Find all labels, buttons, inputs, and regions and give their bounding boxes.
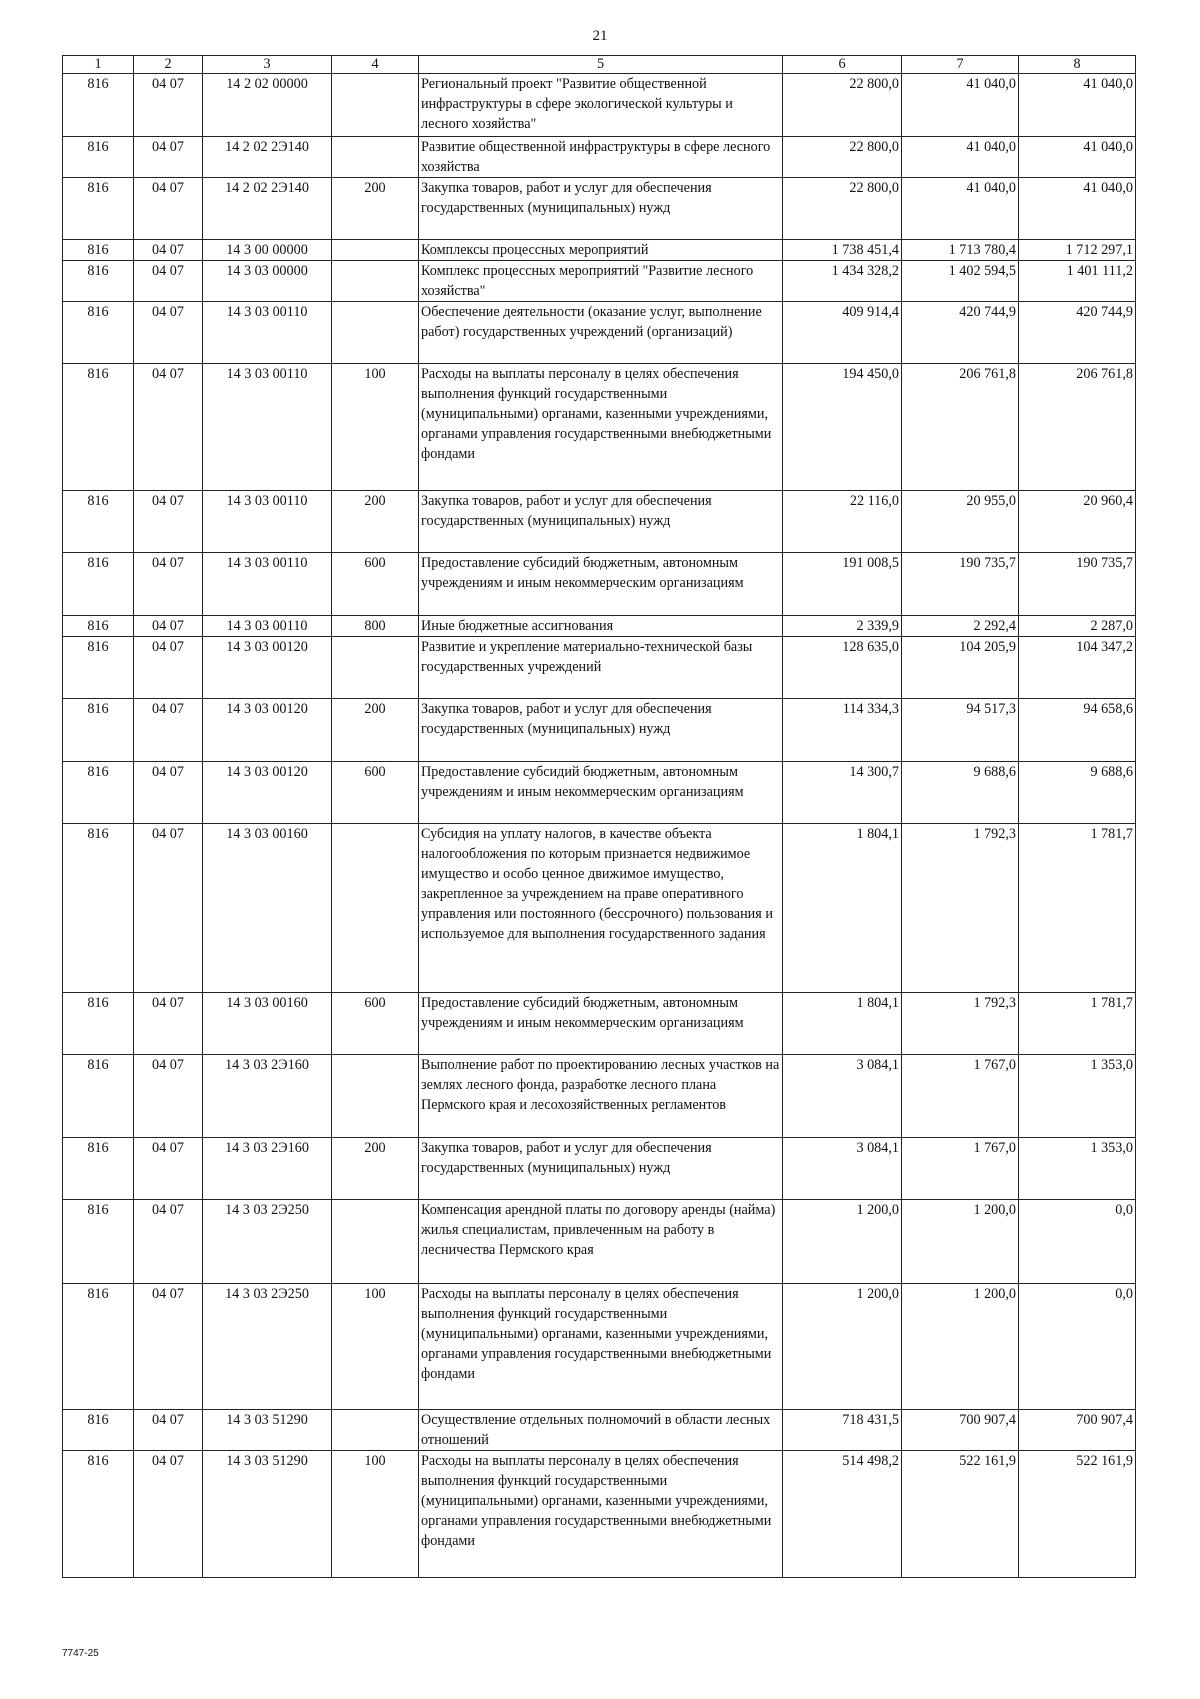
section-code-cell: 04 07: [134, 302, 203, 364]
ministry-code-cell: 816: [63, 1410, 134, 1451]
section-code-cell: 04 07: [134, 824, 203, 993]
target-item-code-cell: 14 3 03 00110: [203, 364, 332, 491]
ministry-code-cell: 816: [63, 364, 134, 491]
section-code-cell: 04 07: [134, 1200, 203, 1284]
target-item-code-cell: 14 3 03 00000: [203, 261, 332, 302]
target-item-code-cell: 14 3 03 00160: [203, 824, 332, 993]
description-cell: Предоставление субсидий бюджетным, автономным учреждениям и иным некоммерческим организациям: [419, 762, 783, 824]
ministry-code-cell: 816: [63, 762, 134, 824]
amount-col-6-cell: 1 200,0: [783, 1284, 902, 1410]
description-cell: Обеспечение деятельности (оказание услуг, выполнение работ) государственных учреждений (организаций): [419, 302, 783, 364]
expense-type-code-cell: [332, 637, 419, 699]
description-cell: Региональный проект "Развитие общественной инфраструктуры в сфере экологической культуры и лесного хозяйства": [419, 74, 783, 137]
table-row: [63, 824, 1136, 993]
amount-col-8-cell: 1 781,7: [1019, 824, 1136, 993]
table-row: [63, 762, 1136, 824]
table-row: [63, 302, 1136, 364]
description-cell: Предоставление субсидий бюджетным, автономным учреждениям и иным некоммерческим организациям: [419, 993, 783, 1055]
amount-col-6-cell: 409 914,4: [783, 302, 902, 364]
amount-col-6-cell: 1 804,1: [783, 824, 902, 993]
target-item-code-cell: 14 3 03 00110: [203, 616, 332, 637]
table-row: [63, 261, 1136, 302]
table-row: [63, 1138, 1136, 1200]
amount-col-7-cell: 420 744,9: [902, 302, 1019, 364]
expense-type-code-cell: 200: [332, 1138, 419, 1200]
amount-col-8-cell: 20 960,4: [1019, 491, 1136, 553]
page-number: 21: [592, 28, 608, 44]
table-row: [63, 699, 1136, 762]
description-cell: Закупка товаров, работ и услуг для обеспечения государственных (муниципальных) нужд: [419, 491, 783, 553]
description-cell: Иные бюджетные ассигнования: [419, 616, 783, 637]
amount-col-6-cell: 114 334,3: [783, 699, 902, 762]
table-row: [63, 491, 1136, 553]
target-item-code-cell: 14 3 03 2Э160: [203, 1138, 332, 1200]
table-row: [63, 1451, 1136, 1578]
ministry-code-cell: 816: [63, 1200, 134, 1284]
expense-type-code-cell: 200: [332, 699, 419, 762]
ministry-code-cell: 816: [63, 178, 134, 240]
ministry-code-cell: 816: [63, 240, 134, 261]
expense-type-code-cell: [332, 74, 419, 137]
section-code-cell: 04 07: [134, 137, 203, 178]
ministry-code-cell: 816: [63, 993, 134, 1055]
amount-col-6-cell: 2 339,9: [783, 616, 902, 637]
description-cell: Развитие общественной инфраструктуры в сфере лесного хозяйства: [419, 137, 783, 178]
description-cell: Компенсация арендной платы по договору аренды (найма) жилья специалистам, привлеченным на работу в лесничества Пермского края: [419, 1200, 783, 1284]
expense-type-code-cell: 100: [332, 364, 419, 491]
ministry-code-cell: 816: [63, 1451, 134, 1578]
section-code-cell: 04 07: [134, 364, 203, 491]
target-item-code-cell: 14 3 03 2Э250: [203, 1200, 332, 1284]
amount-col-6-cell: 1 738 451,4: [783, 240, 902, 261]
ministry-code-cell: 816: [63, 1055, 134, 1138]
description-cell: Субсидия на уплату налогов, в качестве объекта налогообложения по которым признается недвижимое имущество и особо ценное движимое имущество, закрепленное за учреждением на праве оперативного управления или постоянного (бессрочного) пользования и используемое для выполнения государственного задания: [419, 824, 783, 993]
table-row: [63, 1055, 1136, 1138]
expense-type-code-cell: [332, 302, 419, 364]
table-row: [63, 364, 1136, 491]
target-item-code-cell: 14 3 03 51290: [203, 1451, 332, 1578]
amount-col-8-cell: 94 658,6: [1019, 699, 1136, 762]
amount-col-8-cell: 41 040,0: [1019, 74, 1136, 137]
ministry-code-cell: 816: [63, 616, 134, 637]
amount-col-6-cell: 194 450,0: [783, 364, 902, 491]
amount-col-6-cell: 191 008,5: [783, 553, 902, 616]
table-row: [63, 1284, 1136, 1410]
amount-col-7-cell: 9 688,6: [902, 762, 1019, 824]
target-item-code-cell: 14 3 03 2Э160: [203, 1055, 332, 1138]
amount-col-7-cell: 1 200,0: [902, 1200, 1019, 1284]
section-code-cell: 04 07: [134, 1138, 203, 1200]
amount-col-6-cell: 22 116,0: [783, 491, 902, 553]
amount-col-8-cell: 0,0: [1019, 1284, 1136, 1410]
description-cell: Расходы на выплаты персоналу в целях обеспечения выполнения функций государственными (муниципальными) органами, казенными учреждениями, органами управления государственными внебюджетными фондами: [419, 364, 783, 491]
ministry-code-cell: 816: [63, 824, 134, 993]
section-code-cell: 04 07: [134, 240, 203, 261]
amount-col-6-cell: 1 804,1: [783, 993, 902, 1055]
target-item-code-cell: 14 2 02 00000: [203, 74, 332, 137]
section-code-cell: 04 07: [134, 1055, 203, 1138]
table-row: [63, 1410, 1136, 1451]
table-row: [63, 1200, 1136, 1284]
amount-col-7-cell: 522 161,9: [902, 1451, 1019, 1578]
description-cell: Расходы на выплаты персоналу в целях обеспечения выполнения функций государственными (муниципальными) органами, казенными учреждениями, органами управления государственными внебюджетными фондами: [419, 1451, 783, 1578]
amount-col-8-cell: 1 401 111,2: [1019, 261, 1136, 302]
amount-col-6-cell: 128 635,0: [783, 637, 902, 699]
amount-col-6-cell: 1 434 328,2: [783, 261, 902, 302]
amount-col-8-cell: 522 161,9: [1019, 1451, 1136, 1578]
amount-col-8-cell: 1 353,0: [1019, 1055, 1136, 1138]
table-row: [63, 553, 1136, 616]
description-cell: Закупка товаров, работ и услуг для обеспечения государственных (муниципальных) нужд: [419, 1138, 783, 1200]
amount-col-6-cell: 14 300,7: [783, 762, 902, 824]
amount-col-7-cell: 700 907,4: [902, 1410, 1019, 1451]
expense-type-code-cell: [332, 1410, 419, 1451]
section-code-cell: 04 07: [134, 261, 203, 302]
amount-col-8-cell: 41 040,0: [1019, 137, 1136, 178]
expense-type-code-cell: [332, 1055, 419, 1138]
target-item-code-cell: 14 3 03 00120: [203, 699, 332, 762]
amount-col-6-cell: 22 800,0: [783, 178, 902, 240]
amount-col-6-cell: 514 498,2: [783, 1451, 902, 1578]
amount-col-8-cell: 104 347,2: [1019, 637, 1136, 699]
column-header-6: 6: [783, 56, 902, 74]
amount-col-8-cell: 1 712 297,1: [1019, 240, 1136, 261]
ministry-code-cell: 816: [63, 137, 134, 178]
expense-type-code-cell: 600: [332, 993, 419, 1055]
table-row: [63, 178, 1136, 240]
ministry-code-cell: 816: [63, 74, 134, 137]
section-code-cell: 04 07: [134, 178, 203, 240]
target-item-code-cell: 14 2 02 2Э140: [203, 178, 332, 240]
section-code-cell: 04 07: [134, 699, 203, 762]
expense-type-code-cell: 600: [332, 553, 419, 616]
description-cell: Осуществление отдельных полномочий в области лесных отношений: [419, 1410, 783, 1451]
column-header-8: 8: [1019, 56, 1136, 74]
column-header-2: 2: [134, 56, 203, 74]
amount-col-6-cell: 718 431,5: [783, 1410, 902, 1451]
table-row: [63, 137, 1136, 178]
amount-col-6-cell: 3 084,1: [783, 1055, 902, 1138]
expense-type-code-cell: [332, 137, 419, 178]
expense-type-code-cell: 600: [332, 762, 419, 824]
table-row: [63, 240, 1136, 261]
amount-col-7-cell: 1 402 594,5: [902, 261, 1019, 302]
section-code-cell: 04 07: [134, 1410, 203, 1451]
expense-type-code-cell: [332, 261, 419, 302]
description-cell: Комплекс процессных мероприятий "Развитие лесного хозяйства": [419, 261, 783, 302]
amount-col-6-cell: 3 084,1: [783, 1138, 902, 1200]
target-item-code-cell: 14 3 03 00160: [203, 993, 332, 1055]
amount-col-7-cell: 104 205,9: [902, 637, 1019, 699]
target-item-code-cell: 14 3 03 2Э250: [203, 1284, 332, 1410]
description-cell: Развитие и укрепление материально-технической базы государственных учреждений: [419, 637, 783, 699]
amount-col-7-cell: 190 735,7: [902, 553, 1019, 616]
section-code-cell: 04 07: [134, 1451, 203, 1578]
ministry-code-cell: 816: [63, 302, 134, 364]
target-item-code-cell: 14 3 03 00110: [203, 491, 332, 553]
column-header-7: 7: [902, 56, 1019, 74]
expense-type-code-cell: 800: [332, 616, 419, 637]
description-cell: Предоставление субсидий бюджетным, автономным учреждениям и иным некоммерческим организациям: [419, 553, 783, 616]
amount-col-7-cell: 206 761,8: [902, 364, 1019, 491]
amount-col-7-cell: 41 040,0: [902, 74, 1019, 137]
expense-type-code-cell: 100: [332, 1284, 419, 1410]
amount-col-8-cell: 2 287,0: [1019, 616, 1136, 637]
amount-col-7-cell: 41 040,0: [902, 137, 1019, 178]
ministry-code-cell: 816: [63, 1138, 134, 1200]
target-item-code-cell: 14 2 02 2Э140: [203, 137, 332, 178]
table-body: [63, 74, 1136, 1578]
amount-col-7-cell: 1 713 780,4: [902, 240, 1019, 261]
section-code-cell: 04 07: [134, 993, 203, 1055]
expense-type-code-cell: 200: [332, 178, 419, 240]
amount-col-7-cell: 1 767,0: [902, 1138, 1019, 1200]
amount-col-8-cell: 206 761,8: [1019, 364, 1136, 491]
amount-col-6-cell: 22 800,0: [783, 74, 902, 137]
amount-col-8-cell: 420 744,9: [1019, 302, 1136, 364]
ministry-code-cell: 816: [63, 637, 134, 699]
amount-col-7-cell: 1 792,3: [902, 993, 1019, 1055]
amount-col-7-cell: 1 767,0: [902, 1055, 1019, 1138]
expense-type-code-cell: [332, 1200, 419, 1284]
table-row: [63, 616, 1136, 637]
section-code-cell: 04 07: [134, 762, 203, 824]
amount-col-8-cell: 9 688,6: [1019, 762, 1136, 824]
section-code-cell: 04 07: [134, 1284, 203, 1410]
amount-col-6-cell: 1 200,0: [783, 1200, 902, 1284]
header-row: [63, 56, 1136, 74]
amount-col-6-cell: 22 800,0: [783, 137, 902, 178]
description-cell: Закупка товаров, работ и услуг для обеспечения государственных (муниципальных) нужд: [419, 699, 783, 762]
amount-col-7-cell: 2 292,4: [902, 616, 1019, 637]
target-item-code-cell: 14 3 03 00110: [203, 553, 332, 616]
document-code: 7747-25: [62, 1648, 99, 1659]
amount-col-8-cell: 1 781,7: [1019, 993, 1136, 1055]
expense-type-code-cell: [332, 240, 419, 261]
expense-type-code-cell: [332, 824, 419, 993]
table-row: [63, 637, 1136, 699]
budget-table: [62, 55, 1136, 1578]
ministry-code-cell: 816: [63, 491, 134, 553]
section-code-cell: 04 07: [134, 637, 203, 699]
section-code-cell: 04 07: [134, 491, 203, 553]
amount-col-8-cell: 0,0: [1019, 1200, 1136, 1284]
expense-type-code-cell: 100: [332, 1451, 419, 1578]
column-header-5: 5: [419, 56, 783, 74]
target-item-code-cell: 14 3 03 00120: [203, 762, 332, 824]
section-code-cell: 04 07: [134, 553, 203, 616]
description-cell: Выполнение работ по проектированию лесных участков на землях лесного фонда, разработке лесного плана Пермского края и лесохозяйственных регламентов: [419, 1055, 783, 1138]
column-header-1: 1: [63, 56, 134, 74]
ministry-code-cell: 816: [63, 553, 134, 616]
ministry-code-cell: 816: [63, 261, 134, 302]
amount-col-8-cell: 1 353,0: [1019, 1138, 1136, 1200]
column-header-3: 3: [203, 56, 332, 74]
amount-col-7-cell: 20 955,0: [902, 491, 1019, 553]
target-item-code-cell: 14 3 03 00110: [203, 302, 332, 364]
table-row: [63, 993, 1136, 1055]
amount-col-8-cell: 41 040,0: [1019, 178, 1136, 240]
target-item-code-cell: 14 3 00 00000: [203, 240, 332, 261]
description-cell: Закупка товаров, работ и услуг для обеспечения государственных (муниципальных) нужд: [419, 178, 783, 240]
amount-col-7-cell: 94 517,3: [902, 699, 1019, 762]
amount-col-8-cell: 700 907,4: [1019, 1410, 1136, 1451]
column-header-4: 4: [332, 56, 419, 74]
ministry-code-cell: 816: [63, 699, 134, 762]
amount-col-7-cell: 41 040,0: [902, 178, 1019, 240]
table-row: [63, 74, 1136, 137]
section-code-cell: 04 07: [134, 74, 203, 137]
target-item-code-cell: 14 3 03 51290: [203, 1410, 332, 1451]
section-code-cell: 04 07: [134, 616, 203, 637]
description-cell: Комплексы процессных мероприятий: [419, 240, 783, 261]
ministry-code-cell: 816: [63, 1284, 134, 1410]
amount-col-8-cell: 190 735,7: [1019, 553, 1136, 616]
amount-col-7-cell: 1 792,3: [902, 824, 1019, 993]
expense-type-code-cell: 200: [332, 491, 419, 553]
amount-col-7-cell: 1 200,0: [902, 1284, 1019, 1410]
target-item-code-cell: 14 3 03 00120: [203, 637, 332, 699]
description-cell: Расходы на выплаты персоналу в целях обеспечения выполнения функций государственными (муниципальными) органами, казенными учреждениями, органами управления государственными внебюджетными фондами: [419, 1284, 783, 1410]
